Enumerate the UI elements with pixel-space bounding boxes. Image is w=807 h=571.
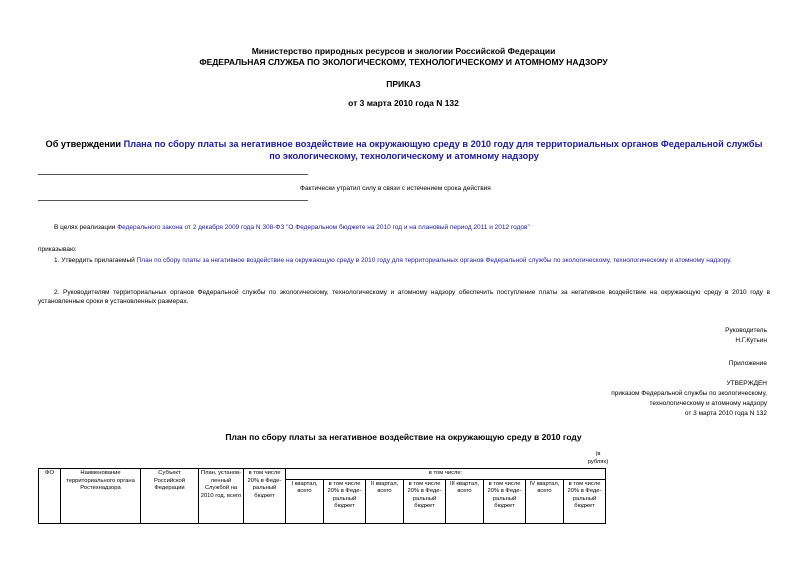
header-incl-fed: в том числе 20% в Феде-ральный бюджет: [244, 469, 286, 524]
item1-plan-link[interactable]: План по сбору платы за негативное воздействие на окружающую среду в 2010 году для территориальных органов Федеральной службы по экологическому, технологическому и атомному надзору: [136, 257, 730, 264]
header-q2-fed: в том числе 20% в Феде-ральный бюджет: [404, 479, 446, 523]
status-note: Фактически утратил силу в связи с истечением срока действия: [300, 185, 491, 192]
approved-line-3: от 3 марта 2010 года N 132: [684, 410, 767, 417]
units-line-1: (в: [595, 451, 601, 457]
approved-label: УТВЕРЖДЕН: [726, 380, 767, 387]
header-plan: План, установ-ленный Службой на 2010 год, всего: [199, 469, 244, 524]
header-q1: I квартал, всего: [286, 479, 324, 523]
units-line-2: рублях): [587, 458, 609, 465]
item-2: 2. Руководителям территориальных органов Федеральной службы по экологическому, технологическому и атомному надзору обеспечить поступление платы за негативное воздействие на окружающую среду в 2010 году в установленные сроки в установленных размерах.: [38, 289, 770, 306]
divider-bottom: [38, 200, 308, 201]
intro-paragraph: [38, 223, 770, 232]
header-q3: III квартал, всего: [446, 479, 484, 523]
intro-prefix: В целях реализации: [54, 224, 118, 231]
header-q4-fed: в том числе 20% в Феде-ральный бюджет: [564, 479, 606, 523]
header-q4: IV квартал, всего: [526, 479, 564, 523]
title-plan-link[interactable]: Плана по сбору платы за негативное воздействие на окружающую среду в 2010 году для территориальных органов Федеральной службы по экологическому, технологическому и атомному надзору: [123, 139, 763, 161]
signature-name: Н.Г.Кутьин: [735, 337, 767, 344]
divider-top: [38, 174, 308, 175]
order-word: приказываю:: [38, 246, 77, 253]
service-name: ФЕДЕРАЛЬНАЯ СЛУЖБА ПО ЭКОЛОГИЧЕСКОМУ, ТЕХНОЛОГИЧЕСКОМУ И АТОМНОМУ НАДЗОРУ: [199, 57, 608, 67]
item1-suffix: .: [729, 257, 732, 264]
header-subject: Субъект Российской Федерации: [141, 469, 199, 524]
plan-title: План по сбору платы за негативное воздействие на окружающую среду в 2010 году: [225, 432, 582, 442]
header-q1-fed: в том числе 20% в Феде-ральный бюджет: [324, 479, 366, 523]
item-1: [38, 256, 770, 265]
document-title: [40, 138, 768, 162]
header-q3-fed: в том числе 20% в Феде-ральный бюджет: [484, 479, 526, 523]
document-date: от 3 марта 2010 года N 132: [348, 98, 459, 108]
approved-line-2: технологическому и атомному надзору: [649, 400, 767, 407]
header-fo: ФО: [39, 469, 61, 524]
header-name: Наименование территориального органа Ростехнадзора: [61, 469, 141, 524]
document-type: ПРИКАЗ: [386, 79, 421, 89]
plan-table: [38, 468, 606, 524]
header-incl: в том числе:: [286, 469, 606, 480]
federal-law-link[interactable]: Федерального закона от 2 декабря 2009 года N 308-ФЗ "О Федеральном бюджете на 2010 год и на плановый период 2011 и 2012 годов": [117, 224, 530, 231]
units-note: [586, 451, 610, 466]
item1-prefix: 1. Утвердить прилагаемый: [54, 257, 137, 264]
appendix-label: Приложение: [728, 360, 767, 367]
header-q2: II квартал, всего: [366, 479, 404, 523]
ministry-name: Министерство природных ресурсов и экологии Российской Федерации: [251, 46, 556, 56]
signature-position: Руководитель: [725, 327, 767, 334]
approved-line-1: приказом Федеральной службы по экологическому,: [611, 390, 767, 397]
title-prefix: Об утверждении: [45, 139, 124, 149]
